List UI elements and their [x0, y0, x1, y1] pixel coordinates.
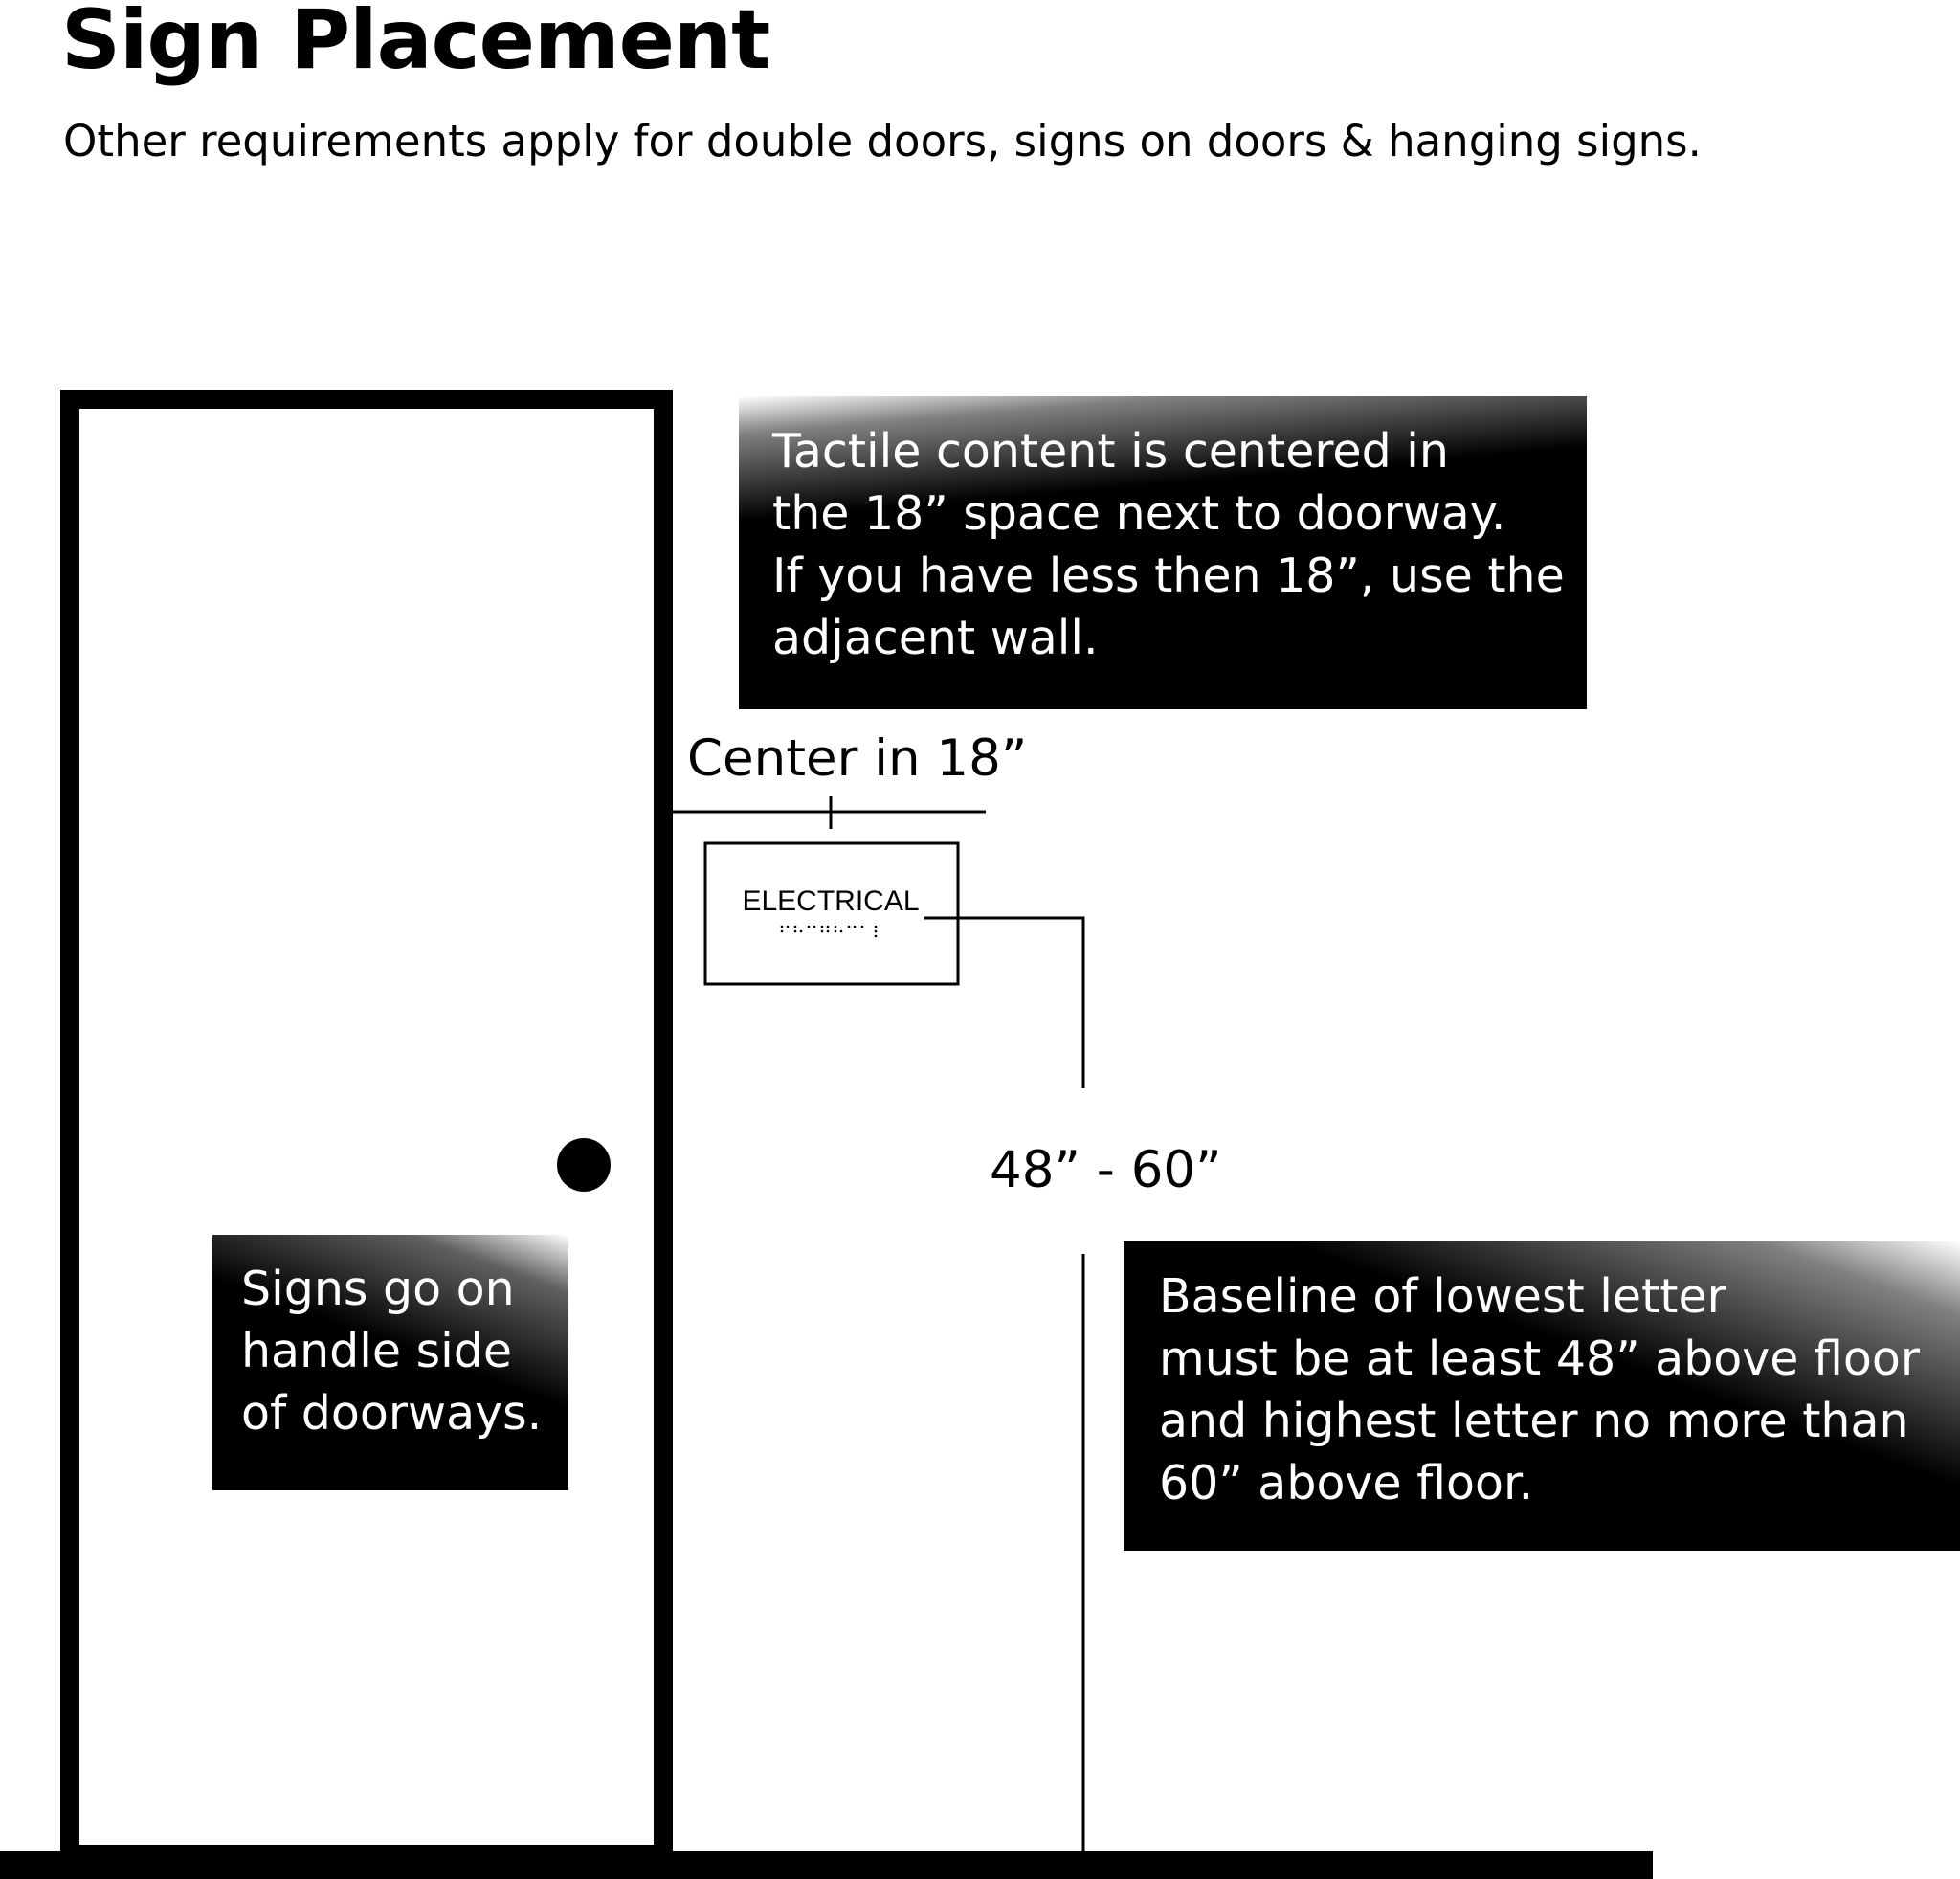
door-outline	[70, 399, 663, 1854]
page-title: Sign Placement	[61, 0, 770, 88]
callout-line: If you have less then 18”, use the	[772, 548, 1565, 603]
callout-line: must be at least 48” above floor	[1159, 1331, 1920, 1386]
height-dimension-label: 48” - 60”	[990, 1141, 1222, 1199]
callout-line: Baseline of lowest letter	[1159, 1269, 1726, 1324]
callout-line: Tactile content is centered in	[772, 424, 1449, 479]
callout-line: 60” above floor.	[1159, 1456, 1534, 1510]
door-knob	[557, 1138, 611, 1192]
handle-side-callout	[212, 1235, 568, 1490]
page-subtitle: Other requirements apply for double doors, signs on doors & hanging signs.	[63, 116, 1702, 167]
callout-line: and highest letter no more than	[1159, 1394, 1909, 1448]
tactile-callout	[739, 396, 1587, 709]
callout-line: adjacent wall.	[772, 611, 1099, 665]
sign-label: ELECTRICAL	[742, 885, 920, 917]
center-dimension-label: Center in 18”	[687, 729, 1028, 788]
callout-line: of doorways.	[241, 1386, 543, 1441]
callout-line: handle side	[241, 1324, 512, 1378]
floor-line	[0, 1851, 1653, 1879]
baseline-callout	[1124, 1241, 1960, 1551]
callout-line: the 18” space next to doorway.	[772, 486, 1506, 541]
callout-line: Signs go on	[241, 1262, 515, 1316]
